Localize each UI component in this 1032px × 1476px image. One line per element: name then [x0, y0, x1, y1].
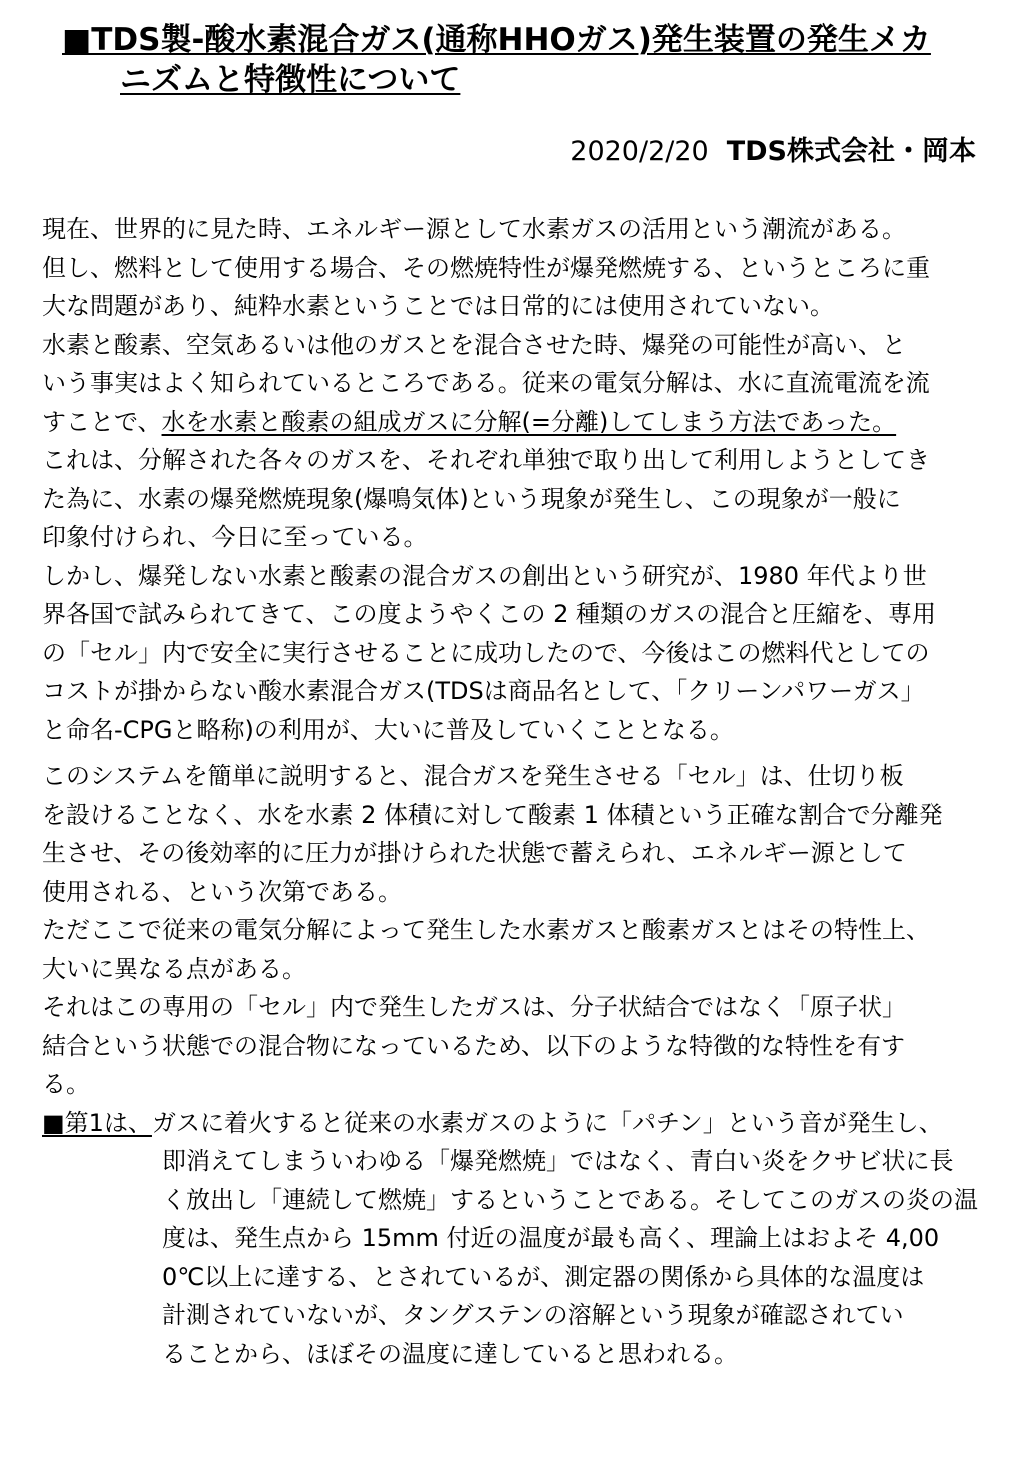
body-line: 但し、燃料として使用する場合、その燃焼特性が爆発燃焼する、というところに重	[42, 253, 930, 282]
body-text: すことで、	[42, 407, 162, 436]
body-line: 大な問題があり、純粋水素ということでは日常的には使用されていない。	[42, 292, 834, 320]
body-line: 使用される、という次第である。	[42, 877, 402, 906]
document-date: 2020/2/20	[570, 136, 709, 167]
list-item-line: 即消えてしまういわゆる「爆発燃焼」ではなく、青白い炎をクサビ状に長	[162, 1147, 954, 1175]
body-line: これは、分解された各々のガスを、それぞれ単独で取り出して利用しようとしてき	[42, 446, 930, 474]
list-item-line: 計測されていないが、タングステンの溶解という現象が確認されてい	[162, 1301, 904, 1329]
body-line: 界各国で試みられてきて、この度ようやくこの 2 種類のガスの混合と圧縮を、専用	[42, 600, 937, 628]
body-line: 結合という状態での混合物になっているため、以下のような特徴的な特性を有す	[42, 1031, 906, 1060]
list-item-text: ガスに着火すると従来の水素ガスのように「パチン」という音が発生し、	[151, 1108, 943, 1137]
list-item-line: 0℃以上に達する、とされているが、測定器の関係から具体的な温度は	[162, 1262, 925, 1291]
dateline	[570, 134, 976, 170]
body-line: 現在、世界的に見た時、エネルギー源として水素ガスの活用という潮流がある。	[42, 215, 906, 243]
body-line: 生させ、その後効率的に圧力が掛けられた状態で蓄えられ、エネルギー源として	[42, 839, 907, 867]
body-line: ただここで従来の電気分解によって発生した水素ガスと酸素ガスとはその特性上、	[42, 916, 930, 944]
body-line: 水素と酸素、空気あるいは他のガスとを混合させた時、爆発の可能性が高い、と	[42, 330, 906, 359]
list-item-line: ることから、ほぼその温度に達していると思われる。	[162, 1339, 738, 1368]
body-line: いう事実はよく知られているところである。従来の電気分解は、水に直流電流を流	[42, 369, 930, 397]
body-line: しかし、爆発しない水素と酸素の混合ガスの創出という研究が、1980 年代より世	[42, 561, 927, 590]
body-line: 印象付けられ、今日に至っている。	[42, 523, 428, 551]
document-title	[62, 20, 982, 100]
paragraph-gap	[42, 749, 1002, 757]
underlined-text: 水を水素と酸素の組成ガスに分解(=分離)してしまう方法であった。	[161, 407, 897, 436]
list-item-line: 度は、発生点から 15mm 付近の温度が最も高く、理論上はおよそ 4,00	[162, 1224, 940, 1252]
title-line-2: ニズムと特徴性について	[120, 62, 461, 98]
body-line: 大いに異なる点がある。	[42, 954, 306, 983]
body-line: このシステムを簡単に説明すると、混合ガスを発生させる「セル」は、仕切り板	[42, 762, 904, 790]
body-line: それはこの専用の「セル」内で発生したガスは、分子状結合ではなく「原子状」	[42, 993, 906, 1021]
body-line: の「セル」内で安全に実行させることに成功したので、今後はこの燃料代としての	[42, 638, 930, 667]
body-line: コストが掛からない酸水素混合ガス(TDSは商品名として、「クリーンパワーガス」	[42, 677, 925, 705]
body-line: と命名-CPGと略称)の利用が、大いに普及していくこととなる。	[42, 715, 734, 744]
list-item-first	[42, 1104, 1002, 1143]
body-line	[42, 403, 1002, 442]
list-item-label: ■第1は、	[42, 1108, 152, 1137]
list-item-line: く放出し「連続して燃焼」するということである。そしてこのガスの炎の温	[162, 1185, 978, 1214]
document-body	[42, 210, 1002, 1373]
body-line: る。	[42, 1070, 90, 1098]
document-author: TDS株式会社・岡本	[726, 136, 976, 167]
body-line: を設けることなく、水を水素 2 体積に対して酸素 1 体積という正確な割合で分離発	[42, 800, 943, 829]
title-line-1: ■TDS製-酸水素混合ガス(通称HHOガス)発生装置の発生メカ	[62, 22, 931, 58]
body-line: た為に、水素の爆発燃焼現象(爆鳴気体)という現象が発生し、この現象が一般に	[42, 484, 901, 513]
